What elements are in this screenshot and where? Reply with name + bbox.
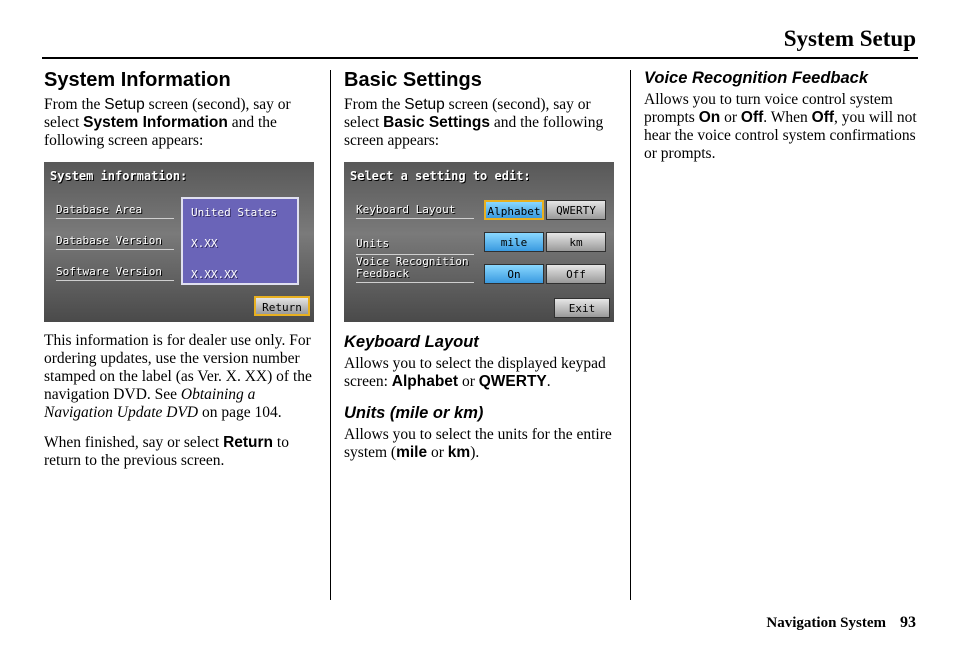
alphabet-option: Alphabet (484, 200, 544, 220)
qwerty-option: QWERTY (546, 200, 606, 220)
screen-row-units: Units (356, 237, 390, 250)
footer-label: Navigation System (766, 615, 886, 631)
basic-settings-heading: Basic Settings (344, 69, 482, 91)
screen-row-software-version: Software Version (56, 266, 174, 281)
value-database-area: United States (191, 206, 278, 219)
on-term: On (698, 109, 721, 126)
basic-settings-screen-image (344, 162, 614, 322)
column-system-information (44, 66, 319, 482)
units-heading: Units (mile or km) (344, 404, 484, 422)
screen-row-voice-recognition: Voice Recognition (356, 254, 474, 270)
units-text: Allows you to select the units for the entire system (mile or km). (344, 426, 612, 461)
header-rule (42, 57, 918, 59)
value-software-version: X.XX.XX (191, 268, 238, 281)
system-information-note: This information is for dealer use only. For ordering updates, use the version number stamped on the label (as Ver. X. XX) of the navigation DVD. See Obtaining a Navigation Update DVD on page 104. (44, 332, 312, 421)
setup-term: Setup (104, 96, 145, 113)
return-button: Return (254, 296, 310, 316)
update-dvd-reference: Obtaining a Navigation Update DVD (44, 386, 256, 421)
basic-settings-intro: From the Setup screen (second), say or select Basic Settings and the following screen appears: (344, 96, 604, 149)
keyboard-layout-heading: Keyboard Layout (344, 333, 479, 351)
system-information-return-note: When finished, say or select Return to return to the previous screen. (44, 434, 289, 469)
page-number: 93 (900, 614, 916, 631)
column-divider (330, 70, 331, 600)
system-information-screen-image (44, 162, 314, 322)
voice-feedback-heading: Voice Recognition Feedback (644, 69, 869, 87)
screen-row-database-version: Database Version (56, 235, 174, 250)
qwerty-term: QWERTY (478, 373, 547, 390)
screen-row-database-area: Database Area (56, 204, 174, 219)
screen-row-feedback: Feedback (356, 268, 474, 283)
feedback-on-option: On (484, 264, 544, 284)
km-option: km (546, 232, 606, 252)
system-information-heading: System Information (44, 69, 231, 91)
alphabet-term: Alphabet (391, 373, 459, 390)
keyboard-layout-text: Allows you to select the displayed keypad screen: Alphabet or QWERTY. (344, 355, 606, 390)
km-term: km (447, 444, 471, 461)
page-section-title: System Setup (783, 26, 916, 51)
system-information-intro: From the Setup screen (second), say or select System Information and the following screen appears: (44, 96, 291, 149)
mile-option: mile (484, 232, 544, 252)
basic-settings-term: Basic Settings (383, 114, 490, 131)
return-term: Return (223, 434, 274, 451)
off-term: Off (811, 109, 835, 126)
voice-feedback-text: Allows you to turn voice control system prompts On or Off. When Off, you will not hear the voice control system confirmations or prompts. (644, 91, 917, 162)
screen-title: System information: (50, 169, 188, 183)
page-footer (766, 614, 916, 632)
setup-term: Setup (404, 96, 445, 113)
off-term: Off (740, 109, 764, 126)
feedback-off-option: Off (546, 264, 606, 284)
column-voice-recognition-feedback (644, 66, 920, 175)
system-information-term: System Information (83, 114, 228, 131)
exit-button: Exit (554, 298, 610, 318)
mile-term: mile (396, 444, 428, 461)
column-divider (630, 70, 631, 600)
column-basic-settings (344, 66, 620, 474)
screen-title: Select a setting to edit: (350, 169, 531, 183)
value-database-version: X.XX (191, 237, 218, 250)
info-panel (181, 197, 299, 285)
screen-row-keyboard-layout: Keyboard Layout (356, 204, 474, 219)
